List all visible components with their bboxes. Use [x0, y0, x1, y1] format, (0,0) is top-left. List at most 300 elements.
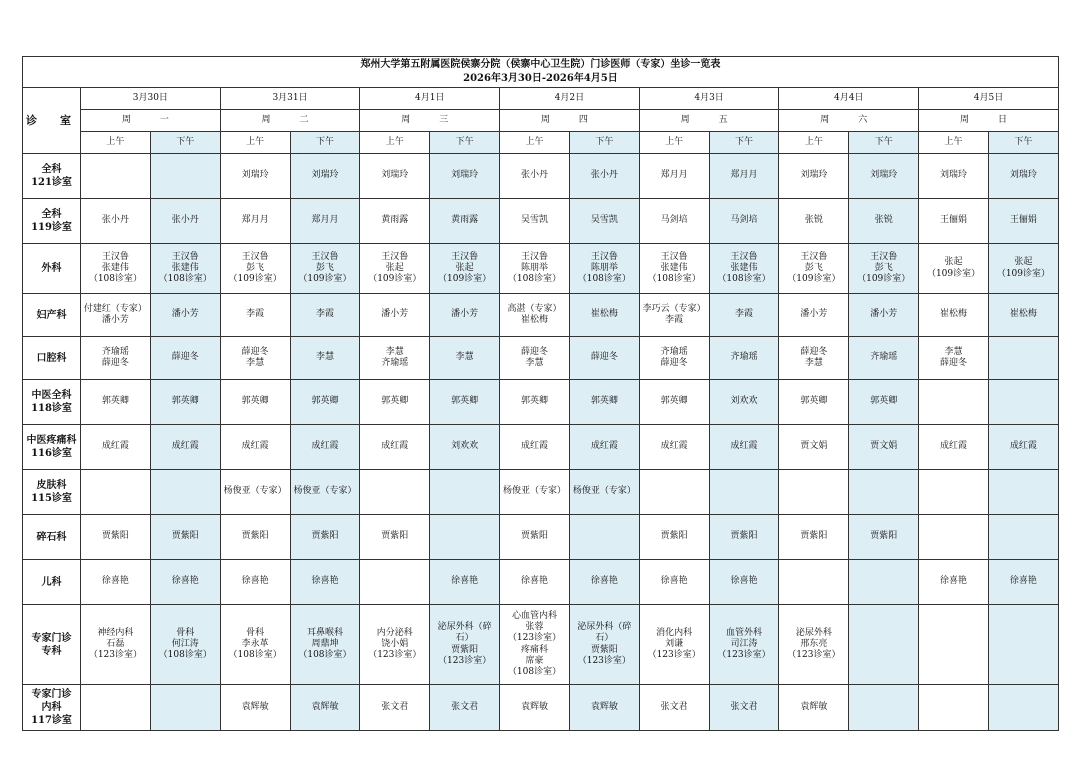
- schedule-cell: [849, 560, 919, 605]
- schedule-cell: [779, 199, 849, 244]
- dept-name-line: 中医全科: [31, 390, 72, 401]
- doctor-line: 王汉鲁: [381, 251, 409, 262]
- doctor-line: 泌尿外科: [795, 627, 832, 638]
- schedule-cell: [919, 605, 989, 685]
- schedule-cell: [430, 515, 500, 560]
- schedule-cell: [639, 425, 709, 470]
- doctor-line: 潘小芳: [800, 309, 828, 320]
- doctor-line: 王汉鲁: [590, 251, 618, 262]
- schedule-cell: [220, 515, 290, 560]
- doctor-line: 刘瑞玲: [451, 170, 479, 181]
- doctor-line: 张文君: [660, 701, 688, 712]
- doctor-line: 马剑培: [660, 215, 688, 226]
- schedule-cell: [220, 560, 290, 605]
- doctor-line: 张小丹: [520, 170, 548, 181]
- doctor-line: 张锐: [874, 215, 893, 226]
- doctor-line: 李慧: [315, 352, 334, 363]
- dept-name: [23, 605, 81, 685]
- doctor-line: 潘小芳: [171, 309, 199, 320]
- doctor-line: 崔松梅: [520, 315, 548, 325]
- schedule-cell: [290, 154, 360, 199]
- doctor-line: （109诊室）: [926, 268, 981, 279]
- doctor-line: 贾紫阳: [870, 531, 898, 542]
- doctor-line: （108诊室）: [88, 274, 143, 285]
- doctor-line: 王汉鲁: [870, 251, 898, 262]
- doctor-line: 郭英卿: [590, 396, 618, 407]
- am-header: 上午: [360, 132, 430, 154]
- doctor-line: 齐瑜瑶: [660, 346, 688, 357]
- schedule-cell: [290, 605, 360, 685]
- schedule-cell: [360, 154, 430, 199]
- schedule-cell: [709, 470, 779, 515]
- am-header: 上午: [220, 132, 290, 154]
- doctor-line: 徐喜艳: [730, 576, 758, 587]
- doctor-line: （108诊室）: [507, 667, 562, 677]
- schedule-cell: [150, 199, 220, 244]
- schedule-cell: [988, 294, 1058, 337]
- table-row: [23, 199, 1059, 244]
- doctor-line: 郭英卿: [451, 396, 479, 407]
- schedule-cell: [290, 515, 360, 560]
- doctor-line: 吴雪凯: [520, 215, 548, 226]
- schedule-cell: [150, 380, 220, 425]
- date-header: 3月31日: [220, 88, 360, 110]
- schedule-cell: [639, 337, 709, 380]
- schedule-cell: [430, 154, 500, 199]
- dept-name: [23, 685, 81, 731]
- schedule-cell: [81, 154, 151, 199]
- doctor-line: 潘小芳: [870, 309, 898, 320]
- doctor-line: 郭英卿: [311, 396, 339, 407]
- doctor-line: 齐瑜瑶: [381, 358, 409, 368]
- doctor-line: 吴雪凯: [590, 215, 618, 226]
- doctor-line: 成红霞: [660, 441, 688, 452]
- schedule-cell: [849, 605, 919, 685]
- am-header: 上午: [81, 132, 151, 154]
- dept-name-line: 116诊室: [31, 448, 72, 459]
- schedule-cell: [81, 244, 151, 294]
- doctor-line: 成红霞: [311, 441, 339, 452]
- schedule-cell: [639, 154, 709, 199]
- pm-header: 下午: [290, 132, 360, 154]
- dept-name-line: 口腔科: [36, 352, 67, 364]
- dept-name-line: 专家门诊: [31, 689, 72, 700]
- doctor-line: 薛迎冬: [940, 358, 968, 368]
- schedule-cell: [290, 199, 360, 244]
- dept-name-line: 外科: [41, 263, 62, 274]
- doctor-line: 贾紫阳: [101, 531, 129, 542]
- schedule-cell: [500, 515, 570, 560]
- pm-header: 下午: [569, 132, 639, 154]
- doctor-line: 心血管内科: [511, 610, 557, 621]
- doctor-line: 张起: [944, 257, 963, 268]
- doctor-line: 贾紫阳: [311, 531, 339, 542]
- schedule-cell: [150, 470, 220, 515]
- doctor-line: 陈朋举: [590, 262, 618, 273]
- doctor-line: 郭英卿: [870, 396, 898, 407]
- doctor-line: 郭英卿: [520, 396, 548, 407]
- schedule-cell: [779, 685, 849, 731]
- dept-name-line: 皮肤科: [36, 480, 67, 491]
- doctor-line: 贾紫阳: [800, 531, 828, 542]
- doctor-line: 王俪娟: [940, 215, 968, 226]
- schedule-cell: [290, 244, 360, 294]
- schedule-cell: [709, 685, 779, 731]
- dept-name-line: 专家门诊: [31, 632, 72, 644]
- schedule-cell: [360, 605, 430, 685]
- doctor-line: 泌尿外科（碎: [577, 622, 632, 632]
- doctor-line: （123诊室）: [507, 633, 562, 644]
- doctor-line: 郑月月: [241, 215, 269, 226]
- schedule-cell: [430, 244, 500, 294]
- schedule-cell: [919, 337, 989, 380]
- doctor-line: 李永革: [241, 638, 269, 649]
- dept-name-line: 内科: [41, 702, 62, 713]
- pm-header: 下午: [709, 132, 779, 154]
- doctor-line: （108诊室）: [158, 274, 212, 285]
- schedule-cell: [639, 605, 709, 685]
- doctor-line: 贾紫阳: [660, 531, 688, 542]
- am-header: 上午: [500, 132, 570, 154]
- schedule-cell: [779, 425, 849, 470]
- schedule-cell: [430, 470, 500, 515]
- doctor-line: 成红霞: [101, 441, 129, 452]
- doctor-line: 杨俊亚（专家）: [293, 486, 357, 497]
- dept-name-line: 115诊室: [31, 493, 72, 504]
- dept-name: [23, 199, 81, 244]
- doctor-line: 齐瑜瑶: [870, 352, 898, 363]
- schedule-cell: [500, 244, 570, 294]
- schedule-cell: [360, 244, 430, 294]
- weekday-header: 周 二: [220, 110, 360, 132]
- schedule-cell: [569, 380, 639, 425]
- doctor-line: （108诊室）: [298, 650, 352, 661]
- schedule-cell: [430, 337, 500, 380]
- schedule-cell: [988, 244, 1058, 294]
- schedule-cell: [988, 685, 1058, 731]
- schedule-cell: [220, 425, 290, 470]
- schedule-cell: [569, 199, 639, 244]
- schedule-cell: [81, 337, 151, 380]
- doctor-line: 徐喜艳: [940, 576, 968, 587]
- doctor-line: 张小丹: [590, 170, 618, 181]
- date-header: 4月2日: [500, 88, 640, 110]
- schedule-cell: [569, 605, 639, 685]
- doctor-line: 潘小芳: [451, 309, 479, 320]
- doctor-line: 齐瑜瑶: [730, 352, 758, 363]
- schedule-cell: [290, 425, 360, 470]
- schedule-cell: [360, 337, 430, 380]
- doctor-line: 齐瑜瑶: [101, 346, 129, 357]
- schedule-cell: [430, 605, 500, 685]
- doctor-line: 李慧: [525, 358, 544, 368]
- table-row: [23, 244, 1059, 294]
- doctor-line: 王汉鲁: [311, 251, 339, 262]
- schedule-cell: [430, 199, 500, 244]
- schedule-cell: [779, 154, 849, 199]
- doctor-line: 耳鼻喉科: [306, 627, 343, 638]
- doctor-line: 贾文娟: [800, 441, 828, 452]
- doctor-line: 刘欢欢: [730, 396, 758, 407]
- doctor-line: 潘小芳: [381, 309, 409, 320]
- doctor-line: 张建伟: [730, 262, 758, 273]
- schedule-cell: [779, 244, 849, 294]
- dept-name-line: 碎石科: [36, 531, 67, 543]
- schedule-cell: [709, 515, 779, 560]
- doctor-line: （123诊室）: [368, 650, 422, 661]
- doctor-line: 郑月月: [311, 215, 339, 226]
- schedule-cell: [360, 470, 430, 515]
- doctor-line: 张起: [385, 262, 404, 273]
- schedule-cell: [709, 380, 779, 425]
- doctor-line: 薛迎冬: [171, 352, 199, 363]
- schedule-cell: [81, 560, 151, 605]
- doctor-line: 李慧: [804, 358, 823, 368]
- doctor-line: 王汉鲁: [730, 251, 758, 262]
- doctor-line: （108诊室）: [717, 274, 771, 285]
- doctor-line: 黄雨露: [381, 215, 409, 226]
- dept-name-line: 全科: [41, 209, 62, 220]
- weekday-header: 周 日: [919, 110, 1059, 132]
- schedule-cell: [81, 470, 151, 515]
- dept-name: [23, 337, 81, 380]
- schedule-cell: [569, 560, 639, 605]
- schedule-cell: [569, 294, 639, 337]
- doctor-line: 李慧: [246, 358, 265, 368]
- doctor-line: （109诊室）: [438, 274, 492, 285]
- doctor-line: 成红霞: [520, 441, 548, 452]
- schedule-cell: [919, 380, 989, 425]
- schedule-cell: [569, 154, 639, 199]
- doctor-line: 贾紫阳: [381, 531, 409, 542]
- doctor-line: 内分泌科: [376, 627, 413, 638]
- schedule-cell: [81, 685, 151, 731]
- doctor-line: 杨俊亚（专家）: [502, 486, 566, 497]
- schedule-cell: [709, 337, 779, 380]
- doctor-line: （108诊室）: [158, 650, 212, 661]
- doctor-line: （123诊室）: [647, 650, 701, 661]
- schedule-cell: [220, 337, 290, 380]
- schedule-cell: [150, 294, 220, 337]
- doctor-line: 徐喜艳: [520, 576, 548, 587]
- doctor-line: 王汉鲁: [800, 251, 828, 262]
- schedule-cell: [500, 380, 570, 425]
- doctor-line: （108诊室）: [228, 650, 282, 661]
- dept-name: [23, 425, 81, 470]
- table-row: [23, 470, 1059, 515]
- doctor-line: 张文君: [451, 701, 479, 712]
- doctor-line: 崔松梅: [940, 309, 968, 320]
- doctor-line: 张文君: [730, 701, 758, 712]
- doctor-line: 潘小芳: [101, 315, 129, 325]
- doctor-line: 成红霞: [381, 441, 409, 452]
- schedule-cell: [849, 470, 919, 515]
- schedule-cell: [360, 425, 430, 470]
- doctor-line: 李慧: [455, 352, 474, 363]
- schedule-cell: [709, 244, 779, 294]
- schedule-cell: [569, 244, 639, 294]
- schedule-cell: [360, 380, 430, 425]
- am-header: 上午: [919, 132, 989, 154]
- doctor-line: （108诊室）: [647, 274, 701, 285]
- doctor-line: 泌尿外科（碎: [437, 622, 492, 632]
- weekday-header: 周 五: [639, 110, 779, 132]
- schedule-cell: [919, 515, 989, 560]
- doctor-line: 石）: [595, 633, 614, 644]
- schedule-cell: [360, 515, 430, 560]
- schedule-cell: [709, 154, 779, 199]
- schedule-cell: [430, 685, 500, 731]
- table-row: [23, 515, 1059, 560]
- date-header: 4月5日: [919, 88, 1059, 110]
- schedule-cell: [360, 199, 430, 244]
- schedule-cell: [360, 294, 430, 337]
- doctor-line: 郭英卿: [241, 396, 269, 407]
- schedule-cell: [849, 337, 919, 380]
- schedule-cell: [220, 294, 290, 337]
- dept-name-line: 儿科: [41, 576, 62, 588]
- schedule-cell: [569, 515, 639, 560]
- schedule-cell: [849, 154, 919, 199]
- doctor-line: 成红霞: [590, 441, 618, 452]
- schedule-cell: [988, 470, 1058, 515]
- table-row: [23, 337, 1059, 380]
- schedule-cell: [500, 605, 570, 685]
- schedule-cell: [919, 685, 989, 731]
- doctor-line: 李霞: [735, 309, 754, 320]
- schedule-cell: [709, 560, 779, 605]
- schedule-cell: [849, 294, 919, 337]
- doctor-line: （109诊室）: [298, 274, 352, 285]
- doctor-line: 张起: [455, 262, 474, 273]
- doctor-line: 薛迎冬: [520, 346, 548, 357]
- doctor-line: （123诊室）: [577, 655, 631, 666]
- schedule-cell: [639, 560, 709, 605]
- schedule-cell: [988, 199, 1058, 244]
- doctor-line: （109诊室）: [368, 274, 422, 285]
- dept-name-line: 121诊室: [31, 177, 72, 188]
- schedule-cell: [500, 685, 570, 731]
- dept-name-line: 119诊室: [31, 222, 72, 233]
- schedule-cell: [849, 199, 919, 244]
- table-row: [23, 425, 1059, 470]
- dept-name: [23, 560, 81, 605]
- doctor-line: 郭英卿: [171, 396, 199, 407]
- schedule-cell: [220, 605, 290, 685]
- doctor-line: 薛迎冬: [660, 358, 688, 368]
- doctor-line: 成红霞: [241, 441, 269, 452]
- table-row: [23, 605, 1059, 685]
- dept-name: [23, 244, 81, 294]
- doctor-line: 薛迎冬: [101, 358, 129, 368]
- schedule-cell: [639, 685, 709, 731]
- schedule-cell: [81, 425, 151, 470]
- doctor-line: 郭英卿: [381, 396, 409, 407]
- dept-name: [23, 470, 81, 515]
- schedule-cell: [849, 425, 919, 470]
- schedule-cell: [919, 560, 989, 605]
- doctor-line: 张文君: [381, 701, 409, 712]
- doctor-line: 刘欢欢: [451, 441, 479, 452]
- doctor-line: 张小丹: [101, 215, 129, 226]
- schedule-cell: [639, 199, 709, 244]
- schedule-cell: [290, 685, 360, 731]
- doctor-line: 贾紫阳: [171, 531, 199, 542]
- doctor-line: 贾文娟: [870, 441, 898, 452]
- schedule-cell: [779, 515, 849, 560]
- doctor-line: 郑月月: [730, 170, 758, 181]
- doctor-line: 徐喜艳: [311, 576, 339, 587]
- doctor-line: 郭英卿: [800, 396, 828, 407]
- doctor-line: 贾紫阳: [520, 531, 548, 542]
- dept-name: [23, 515, 81, 560]
- schedule-cell: [988, 560, 1058, 605]
- doctor-line: 王汉鲁: [171, 251, 199, 262]
- schedule-cell: [430, 560, 500, 605]
- doctor-line: （109诊室）: [787, 274, 841, 285]
- schedule-cell: [430, 380, 500, 425]
- doctor-line: 徐喜艳: [451, 576, 479, 587]
- doctor-line: 薛迎冬: [241, 346, 269, 357]
- schedule-cell: [220, 199, 290, 244]
- doctor-line: （123诊室）: [88, 650, 143, 661]
- doctor-line: 刘瑞玲: [1009, 170, 1037, 181]
- doctor-line: 石）: [455, 633, 474, 644]
- doctor-line: 王汉鲁: [660, 251, 688, 262]
- doctor-line: 张建伟: [660, 262, 688, 273]
- schedule-cell: [639, 244, 709, 294]
- doctor-line: 饶小娟: [381, 638, 409, 649]
- doctor-line: 王汉鲁: [101, 251, 129, 262]
- schedule-cell: [639, 470, 709, 515]
- doctor-line: 崔松梅: [590, 309, 618, 320]
- schedule-cell: [290, 470, 360, 515]
- doctor-line: 徐喜艳: [241, 576, 269, 587]
- schedule-sheet: [22, 56, 1059, 731]
- doctor-line: 郑月月: [660, 170, 688, 181]
- doctor-line: 杨俊亚（专家）: [223, 486, 287, 497]
- schedule-cell: [709, 199, 779, 244]
- doctor-line: 石磊: [106, 638, 125, 649]
- schedule-cell: [220, 380, 290, 425]
- date-header: 4月1日: [360, 88, 500, 110]
- doctor-line: 疼痛科: [520, 644, 548, 655]
- doctor-line: （123诊室）: [787, 650, 841, 661]
- doctor-line: 刘瑞玲: [381, 170, 409, 181]
- doctor-line: 成红霞: [730, 441, 758, 452]
- schedule-cell: [150, 154, 220, 199]
- doctor-line: 贾紫阳: [730, 531, 758, 542]
- schedule-cell: [150, 244, 220, 294]
- doctor-line: 李霞: [315, 309, 334, 320]
- doctor-line: 骨科: [246, 627, 265, 638]
- doctor-line: 李慧: [944, 346, 963, 357]
- schedule-cell: [290, 380, 360, 425]
- doctor-line: 消化内科: [656, 627, 693, 638]
- table-row: [23, 294, 1059, 337]
- schedule-cell: [81, 605, 151, 685]
- schedule-cell: [500, 560, 570, 605]
- schedule-cell: [849, 244, 919, 294]
- title-line-1: 郑州大学第五附属医院侯寨分院（侯寨中心卫生院）门诊医师（专家）坐诊一览表: [360, 59, 721, 70]
- doctor-line: 郭英卿: [660, 396, 688, 407]
- pm-header: 下午: [849, 132, 919, 154]
- doctor-line: 彭飞: [246, 262, 265, 273]
- schedule-cell: [988, 380, 1058, 425]
- schedule-cell: [81, 515, 151, 560]
- table-row: [23, 560, 1059, 605]
- am-header: 上午: [639, 132, 709, 154]
